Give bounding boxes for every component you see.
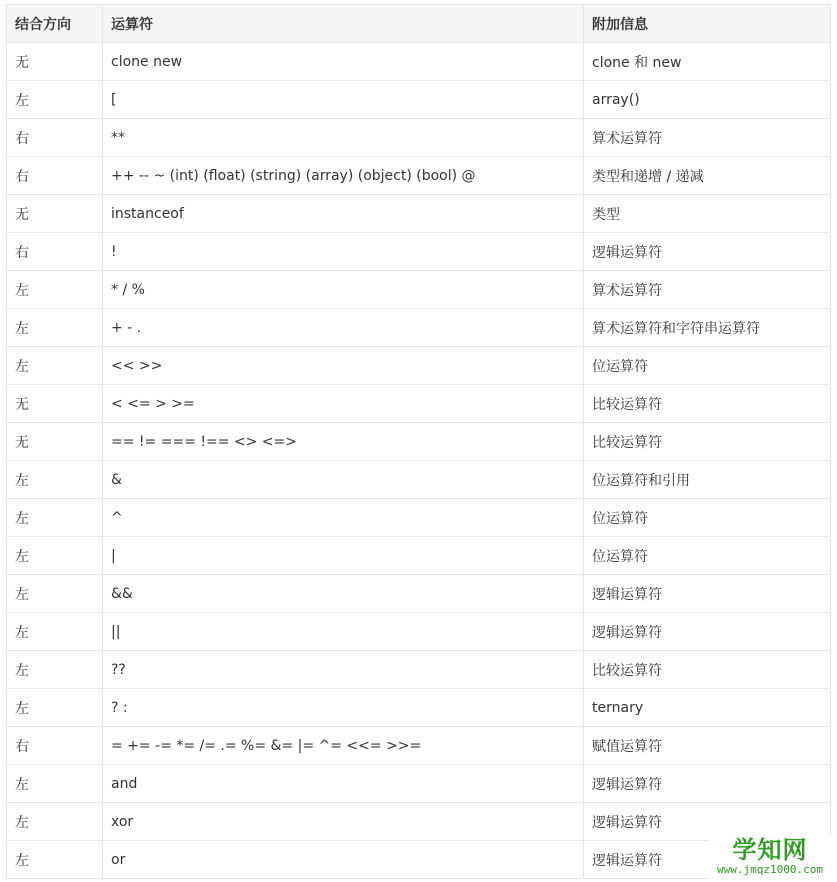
header-associativity: 结合方向 [7, 5, 103, 43]
cell-associativity: 左 [7, 309, 103, 347]
cell-operator: or [103, 841, 584, 879]
cell-operator: instanceof [103, 195, 584, 233]
cell-associativity: 左 [7, 689, 103, 727]
cell-associativity: 右 [7, 727, 103, 765]
cell-associativity: 左 [7, 537, 103, 575]
cell-info: 位运算符 [584, 347, 831, 385]
cell-operator: < <= > >= [103, 385, 584, 423]
cell-info: 算术运算符 [584, 271, 831, 309]
table-row [7, 803, 831, 841]
cell-operator: ^ [103, 499, 584, 537]
cell-info: 逻辑运算符 [584, 575, 831, 613]
table-row [7, 233, 831, 271]
table-body [7, 43, 831, 879]
cell-info: 位运算符和引用 [584, 461, 831, 499]
cell-info: 逻辑运算符 [584, 613, 831, 651]
cell-associativity: 右 [7, 119, 103, 157]
cell-associativity: 左 [7, 461, 103, 499]
cell-associativity: 右 [7, 157, 103, 195]
cell-operator: ?? [103, 651, 584, 689]
cell-associativity: 左 [7, 803, 103, 841]
table-row [7, 309, 831, 347]
table-row [7, 499, 831, 537]
table-row [7, 43, 831, 81]
cell-operator: + - . [103, 309, 584, 347]
table-row [7, 727, 831, 765]
cell-info: 比较运算符 [584, 651, 831, 689]
table-row [7, 195, 831, 233]
cell-info: 逻辑运算符 [584, 803, 831, 841]
cell-operator: & [103, 461, 584, 499]
cell-operator: [ [103, 81, 584, 119]
operator-precedence-table [6, 4, 831, 879]
cell-associativity: 左 [7, 765, 103, 803]
header-operator: 运算符 [103, 5, 584, 43]
cell-info: 逻辑运算符 [584, 233, 831, 271]
cell-operator: xor [103, 803, 584, 841]
cell-operator: ** [103, 119, 584, 157]
table-row [7, 613, 831, 651]
cell-operator: * / % [103, 271, 584, 309]
table-row [7, 385, 831, 423]
cell-info: 比较运算符 [584, 385, 831, 423]
cell-info: 算术运算符 [584, 119, 831, 157]
cell-associativity: 左 [7, 575, 103, 613]
cell-info: ternary [584, 689, 831, 727]
cell-operator: && [103, 575, 584, 613]
table-row [7, 765, 831, 803]
watermark-url: www.jmqz1000.com [717, 863, 823, 876]
cell-operator: ! [103, 233, 584, 271]
cell-associativity: 左 [7, 499, 103, 537]
table-row [7, 423, 831, 461]
table-row [7, 841, 831, 879]
cell-info: 比较运算符 [584, 423, 831, 461]
cell-associativity: 无 [7, 195, 103, 233]
table-row [7, 651, 831, 689]
header-info: 附加信息 [584, 5, 831, 43]
cell-operator: = += -= *= /= .= %= &= |= ^= <<= >>= [103, 727, 584, 765]
cell-associativity: 无 [7, 385, 103, 423]
cell-operator: == != === !== <> <=> [103, 423, 584, 461]
cell-operator: and [103, 765, 584, 803]
cell-info: clone 和 new [584, 43, 831, 81]
cell-info: 类型 [584, 195, 831, 233]
cell-operator: clone new [103, 43, 584, 81]
cell-associativity: 右 [7, 233, 103, 271]
cell-info: 算术运算符和字符串运算符 [584, 309, 831, 347]
site-watermark [709, 836, 831, 880]
cell-associativity: 左 [7, 81, 103, 119]
cell-associativity: 左 [7, 841, 103, 879]
table-header-row [7, 5, 831, 43]
cell-info: 赋值运算符 [584, 727, 831, 765]
table-row [7, 461, 831, 499]
cell-info: 位运算符 [584, 537, 831, 575]
table-row [7, 81, 831, 119]
cell-associativity: 左 [7, 271, 103, 309]
cell-associativity: 无 [7, 423, 103, 461]
cell-operator: << >> [103, 347, 584, 385]
cell-operator: ++ -- ~ (int) (float) (string) (array) (object) (bool) @ [103, 157, 584, 195]
cell-associativity: 左 [7, 347, 103, 385]
cell-operator: || [103, 613, 584, 651]
table-row [7, 537, 831, 575]
table-row [7, 157, 831, 195]
cell-associativity: 左 [7, 651, 103, 689]
table-row [7, 119, 831, 157]
cell-associativity: 左 [7, 613, 103, 651]
table-row [7, 347, 831, 385]
cell-associativity: 无 [7, 43, 103, 81]
cell-info: 位运算符 [584, 499, 831, 537]
cell-info: 逻辑运算符 [584, 765, 831, 803]
table-row [7, 271, 831, 309]
cell-operator: ? : [103, 689, 584, 727]
table-row [7, 689, 831, 727]
cell-operator: | [103, 537, 584, 575]
cell-info: array() [584, 81, 831, 119]
table-row [7, 575, 831, 613]
watermark-logo: 学知网 [732, 836, 808, 864]
cell-info: 逻辑运算符 [584, 841, 831, 879]
cell-info: 类型和递增 / 递减 [584, 157, 831, 195]
